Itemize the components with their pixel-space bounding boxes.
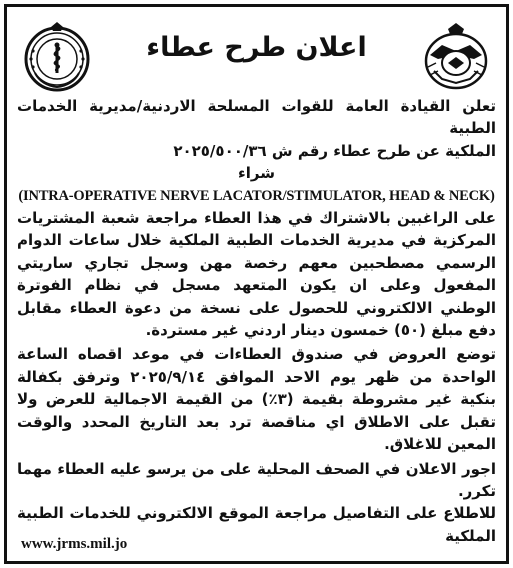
paragraph-details: للاطلاع على التفاصيل مراجعة الموقع الالكتروني للخدمات الطبية الملكية [17,504,496,545]
paragraph-advertising-fees: اجور الاعلان في الصحف المحلية على من يرسو عليه العطاء مهما تكرر. [17,459,496,500]
paragraph-submission: توضع العروض في صندوق العطاءات في موعد اقصاه الساعة الواحدة من ظهر يوم الاحد الموافق ٢٠٢٥/٩/١٤ وترفق بكفالة بنكية غير مشروطة بقيمة (٣٪) من القيمة الاجمالية للعرض ولا تقبل على الاطلاق اي مناقصة ترد بعد التاريخ المحدد والوقت المعين للاغلاق. [17,345,497,454]
jordan-armed-forces-emblem-icon [420,21,492,93]
announcement-body [17,95,496,547]
website-link[interactable]: www.jrms.mil.jo [21,536,128,552]
paragraph-registration: على الراغبين بالاشتراك في هذا العطاء مراجعة شعبة المشتريات المركزية في مديرية الخدمات الطبية الملكية خلال ساعات الدوام الرسمي مصطحبين معهم رخصة مهن وسجل تجاري ساريتي المفعول وعلى ان يكون المتعهد مسجل في نظام الفوترة الوطني الالكتروني للحصول على نسخة من دعوة العطاء مقابل دفع مبلغ (٥٠) خمسون دينار اردني غير مستردة. [17,209,496,340]
royal-medical-services-emblem-icon [21,21,93,93]
item-name: (INTRA-OPERATIVE NERVE LACATOR/STIMULATOR, HEAD & NECK) [18,187,495,204]
intro-line-2: الملكية عن طرح عطاء رقم ش ٢٠٢٥/٥٠٠/٣٦ [173,141,496,160]
header [17,15,496,95]
announcement-frame [4,4,509,564]
page-title: اعلان طرح عطاء [146,32,367,63]
purchase-word: شراء [238,164,275,183]
intro-line-1: تعلن القيادة العامة للقوات المسلحة الاردنية/مديرية الخدمات الطبية [17,97,496,138]
